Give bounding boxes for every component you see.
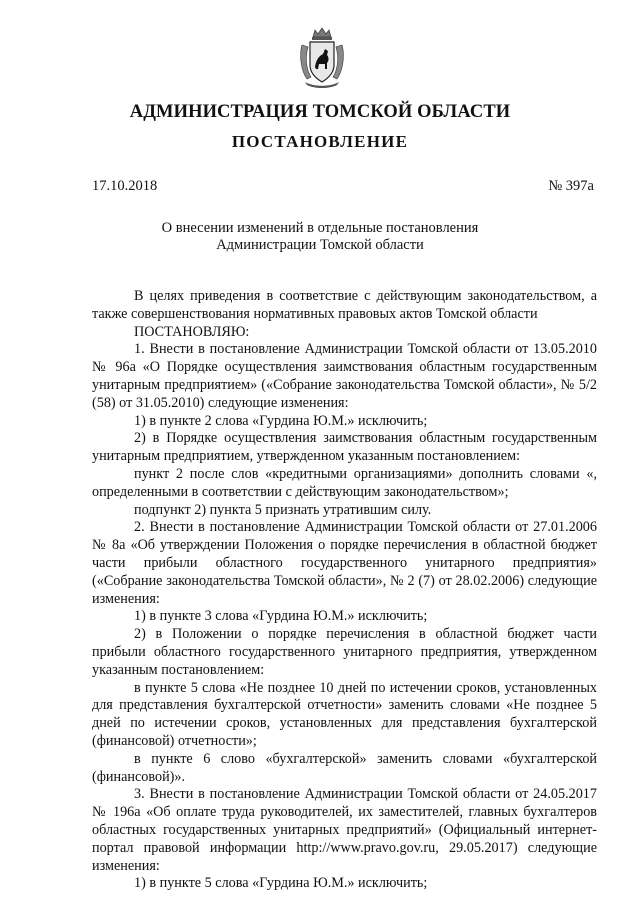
document-body: [92, 288, 597, 893]
paragraph: В целях приведения в соответствие с действующим законодательством, а также совершенствования нормативных правовых актов Томской области: [92, 288, 597, 322]
document-date: 17.10.2018: [92, 178, 158, 194]
paragraph: в пункте 5 слова «Не позднее 10 дней по истечении сроков, установленных для представления бухгалтерской отчетности» заменить словами «Не позднее 5 дней по истечении сроков, установленных для представления бухгалтерской (финансовой) отчетности»;: [92, 679, 597, 749]
paragraph: 1) в пункте 5 слова «Гурдина Ю.М.» исключить;: [134, 875, 428, 892]
paragraph: 1) в пункте 3 слова «Гурдина Ю.М.» исключить;: [134, 608, 428, 625]
paragraph: 1) в пункте 2 слова «Гурдина Ю.М.» исключить;: [134, 412, 428, 429]
subject-line: О внесении изменений в отдельные постановления: [161, 220, 479, 236]
paragraph: 1. Внести в постановление Администрации Томской области от 13.05.2010 № 96а «О Порядке осуществления заимствования областным государственным унитарным предприятием» («Собрание законодательства Томской области», № 5/2 (58) от 31.05.2010) следующие изменения:: [92, 341, 597, 411]
paragraph: пункт 2 после слов «кредитными организациями» дополнить словами «, определенными в соответствии с действующим законодательством»;: [92, 465, 597, 500]
organization-title: АДМИНИСТРАЦИЯ ТОМСКОЙ ОБЛАСТИ: [129, 102, 511, 122]
paragraph: в пункте 6 слово «бухгалтерской» заменить словами «бухгалтерской (финансовой)».: [92, 750, 597, 785]
paragraph: 2. Внести в постановление Администрации Томской области от 27.01.2006 № 8а «Об утверждении Положения о порядке перечисления в областной бюджет части прибыли областного государственного унитарного предприятия» («Собрание законодательства Томской области», № 2 (7) от 28.02.2006) следующие изменения:: [92, 519, 597, 607]
subject-line: Администрации Томской области: [216, 237, 424, 253]
document-subject: [0, 220, 640, 254]
paragraph: 2) в Порядке осуществления заимствования областным государственным унитарным предприятием, утвержденном указанным постановлением:: [92, 430, 597, 465]
paragraph: подпункт 2) пункта 5 признать утратившим силу.: [134, 501, 432, 518]
paragraph: 3. Внести в постановление Администрации Томской области от 24.05.2017 № 196а «Об оплате труда руководителей, их заместителей, главных бухгалтеров областных государственных унитарных предприятий» (Официальный интернет-портал правовой информации http://www.pravo.gov.ru, 29.05.2017) следующие изменения:: [92, 786, 597, 874]
document-number: № 397а: [548, 178, 594, 194]
coat-of-arms-icon: [299, 27, 345, 89]
document-type: ПОСТАНОВЛЕНИЕ: [231, 132, 409, 151]
paragraph: 2) в Положении о порядке перечисления в областной бюджет части прибыли областного государственного унитарного предприятия, утвержденном указанным постановлением:: [92, 626, 597, 678]
paragraph-resolve: ПОСТАНОВЛЯЮ:: [134, 323, 250, 340]
